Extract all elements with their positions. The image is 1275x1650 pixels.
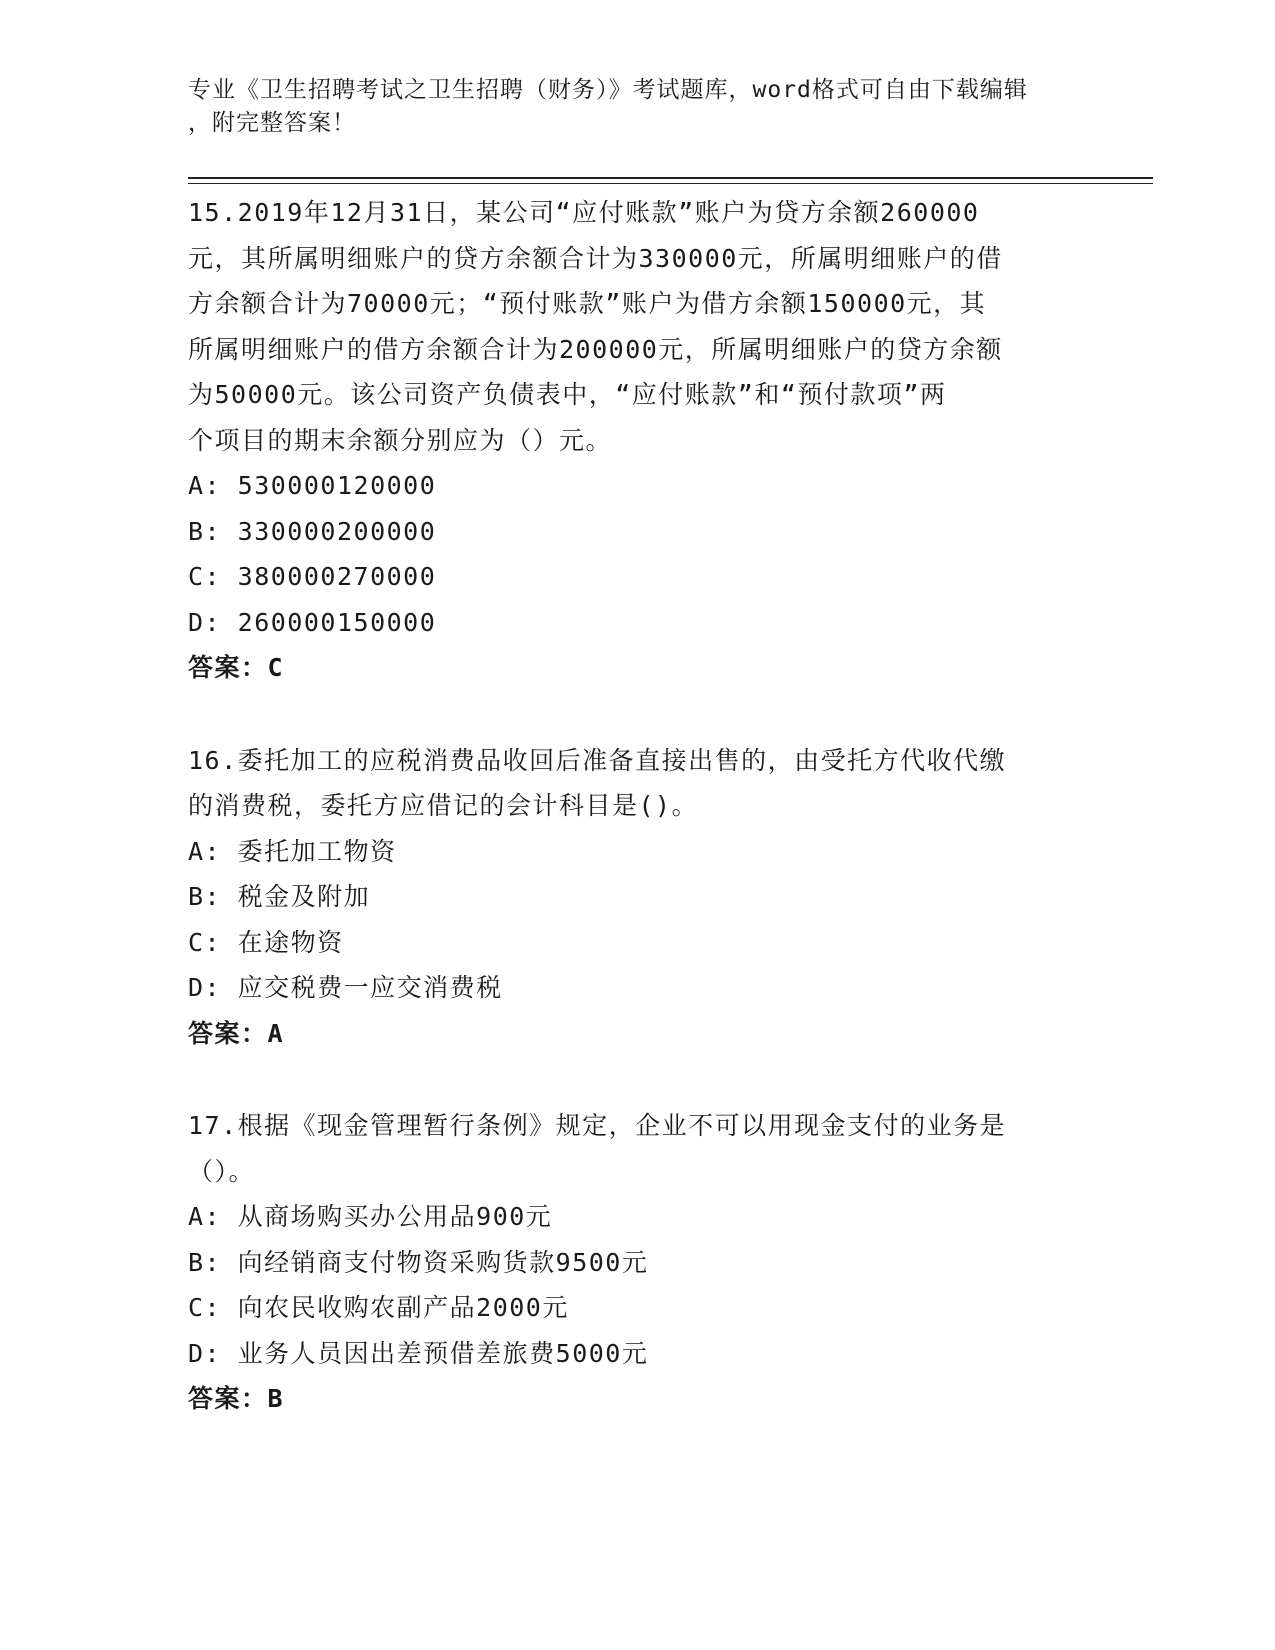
header-divider-thick <box>188 177 1153 179</box>
option-a: A: 从商场购买办公用品900元 <box>188 1202 553 1231</box>
stem-line: 的消费税，委托方应借记的会计科目是()。 <box>188 791 699 820</box>
option-b: B: 330000200000 <box>188 516 437 546</box>
option-list <box>188 463 1088 645</box>
option-list <box>188 829 1088 1011</box>
option-c: C: 380000270000 <box>188 562 437 591</box>
answer-label: 答案：A <box>188 1018 285 1048</box>
option-b: B: 向经销商支付物资采购货款9500元 <box>188 1247 649 1277</box>
stem-line: 个项目的期末余额分别应为（）元。 <box>188 425 613 455</box>
document-header <box>188 74 1088 140</box>
stem-line: 17.根据《现金管理暂行条例》规定，企业不可以用现金支付的业务是 <box>188 1111 1007 1140</box>
question-stem <box>188 1103 1088 1194</box>
question-17 <box>188 1103 1088 1422</box>
option-a: A: 委托加工物资 <box>188 836 397 866</box>
question-16 <box>188 738 1088 1057</box>
stem-line: 15.2019年12月31日，某公司“应付账款”账户为贷方余额260000 <box>188 198 980 227</box>
option-b: B: 税金及附加 <box>188 882 371 911</box>
header-line-2: ，附完整答案！ <box>188 110 356 136</box>
question-stem <box>188 190 1088 463</box>
answer-label: 答案：B <box>188 1384 285 1413</box>
header-line-1: 专业《卫生招聘考试之卫生招聘（财务）》考试题库，word格式可自由下载编辑 <box>188 77 1028 103</box>
stem-line: 为50000元。该公司资产负债表中，“应付账款”和“预付款项”两 <box>188 380 947 409</box>
answer-label: 答案：C <box>188 653 285 682</box>
option-a: A: 530000120000 <box>188 471 437 500</box>
header-divider-thin <box>188 183 1153 184</box>
option-d: D: 260000150000 <box>188 607 437 637</box>
stem-line: 16.委托加工的应税消费品收回后准备直接出售的，由受托方代收代缴 <box>188 745 1007 775</box>
option-d: D: 业务人员因出差预借差旅费5000元 <box>188 1338 649 1368</box>
stem-line: 方余额合计为70000元；“预付账款”账户为借方余额150000元，其 <box>188 289 987 318</box>
option-c: C: 向农民收购农副产品2000元 <box>188 1293 569 1322</box>
question-stem <box>188 738 1088 829</box>
stem-line: （）。 <box>188 1156 256 1186</box>
option-list <box>188 1194 1088 1376</box>
stem-line: 元，其所属明细账户的贷方余额合计为330000元，所属明细账户的借 <box>188 243 1003 273</box>
option-c: C: 在途物资 <box>188 927 344 957</box>
question-list <box>188 190 1088 1469</box>
option-d: D: 应交税费一应交消费税 <box>188 973 503 1002</box>
question-15 <box>188 190 1088 691</box>
stem-line: 所属明细账户的借方余额合计为200000元，所属明细账户的贷方余额 <box>188 334 1003 364</box>
